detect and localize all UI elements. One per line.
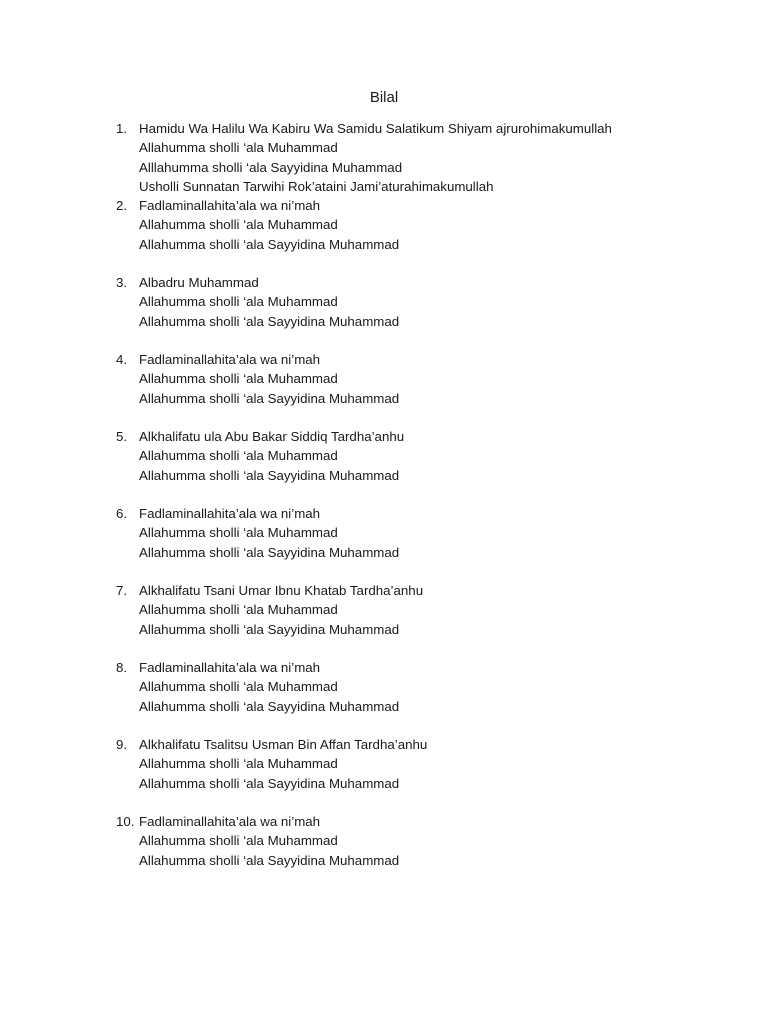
list-item [116,350,736,427]
list-item-line: Alkhalifatu ula Abu Bakar Siddiq Tardha’anhu [139,429,405,444]
list-item-line: Fadlaminallahita’ala wa ni’mah [139,352,321,367]
list-item-lines [139,812,399,870]
list-item-line: Allahumma sholli ‘ala Sayyidina Muhammad [139,390,400,406]
list-item-line: Allahumma sholli ‘ala Sayyidina Muhammad [139,775,400,791]
list-item-line: Fadlaminallahita’ala wa ni’mah [139,660,321,675]
list-item-line: Allahumma sholli ‘ala Sayyidina Muhammad [139,852,400,868]
list-item-line: Allahumma sholli ‘ala Sayyidina Muhammad [139,544,400,560]
list-item-line: Allahumma sholli ‘ala Muhammad [139,448,338,464]
list-item [116,427,736,504]
list-item-line: Allahumma sholli ‘ala Muhammad [139,679,338,695]
list-item [116,735,736,812]
list-item-line: Allahumma sholli ‘ala Muhammad [139,833,338,849]
list-item-lines [139,735,427,793]
list-item [116,504,736,581]
list-item-line: Usholli Sunnatan Tarwihi Rok’ataini Jami’aturahimakumullah [139,178,494,194]
list-item [116,273,736,350]
list-item-line: Alkhalifatu Tsalitsu Usman Bin Affan Tardha’anhu [139,737,428,752]
list-item-line: Allahumma sholli ‘ala Sayyidina Muhammad [139,313,400,329]
list-item-lines [139,427,404,485]
list-item-number: 3. [116,275,128,290]
list-item-lines [139,273,399,331]
list-item [116,658,736,735]
list-item [116,119,736,196]
list-item-lines [139,581,423,639]
list-item-line: Allahumma sholli ‘ala Muhammad [139,525,338,541]
list-item-line: Allahumma sholli ‘ala Sayyidina Muhammad [139,698,400,714]
list-item-line: Allahumma sholli ‘ala Muhammad [139,294,338,310]
list-item-line: Allahumma sholli ‘ala Muhammad [139,140,338,156]
document-title: Bilal [369,89,399,106]
list-item-number: 9. [116,737,128,752]
list-item-lines [139,119,612,196]
list-item-number: 7. [116,583,128,598]
list-item-number: 5. [116,429,128,444]
list-item-number: 6. [116,506,128,521]
list-item [116,812,736,889]
list-item-line: Fadlaminallahita’ala wa ni’mah [139,814,321,829]
list-item [116,196,736,273]
list-item-lines [139,350,399,408]
list-item-line: Hamidu Wa Halilu Wa Kabiru Wa Samidu Salatikum Shiyam ajrurohimakumullah [139,121,612,136]
list-item-line: Alkhalifatu Tsani Umar Ibnu Khatab Tardha’anhu [139,583,424,598]
list-item-line: Albadru Muhammad [139,275,259,290]
list-item-line: Allahumma sholli ‘ala Muhammad [139,756,338,772]
list-item-line: Fadlaminallahita’ala wa ni’mah [139,506,321,521]
list-item [116,581,736,658]
list-item-line: Allahumma sholli ‘ala Muhammad [139,371,338,387]
list-item-line: Allahumma sholli ‘ala Muhammad [139,217,338,233]
numbered-list [116,119,736,889]
list-item-number: 1. [116,121,128,136]
list-item-line: Fadlaminallahita’ala wa ni’mah [139,198,321,213]
list-item-line: Allahumma sholli ‘ala Muhammad [139,602,338,618]
list-item-number: 10. [116,814,135,829]
list-item-lines [139,504,399,562]
list-item-lines [139,658,399,716]
list-item-lines [139,196,399,254]
list-item-line: Allahumma sholli ‘ala Sayyidina Muhammad [139,621,400,637]
list-item-line: Alllahumma sholli ‘ala Sayyidina Muhammad [139,159,403,175]
list-item-number: 2. [116,198,128,213]
list-item-number: 4. [116,352,128,367]
list-item-line: Allahumma sholli ‘ala Sayyidina Muhammad [139,467,400,483]
list-item-number: 8. [116,660,128,675]
list-item-line: Allahumma sholli ‘ala Sayyidina Muhammad [139,236,400,252]
